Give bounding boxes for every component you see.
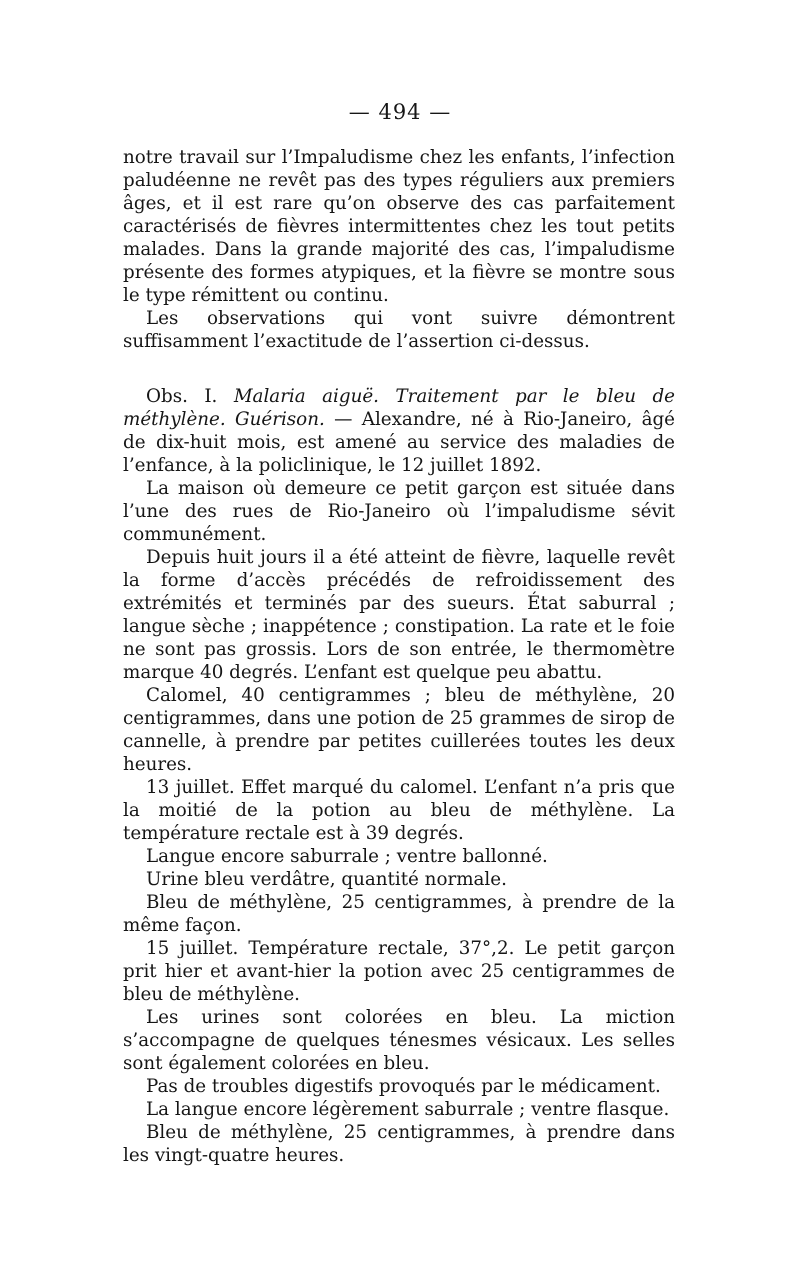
observation-paragraph: Calomel, 40 centigrammes ; bleu de méthylène, 20 centigrammes, dans une potion de 25 grammes de sirop de cannelle, à prendre par petites cuillerées toutes les deux heures.	[123, 685, 675, 775]
observation-paragraph: Langue encore saburrale ; ventre ballonné.	[146, 846, 548, 867]
observation-paragraph: La maison où demeure ce petit garçon est située dans l’une des rues de Rio-Janeiro où l’impaludisme sévit communément.	[123, 478, 675, 545]
observation-paragraph: Depuis huit jours il a été atteint de fièvre, laquelle revêt la forme d’accès précédés de refroidissement des extrémités et terminés par des sueurs. État saburral ; langue sèche ; inappétence ; constipation. La rate et le foie ne sont pas grossis. Lors de son entrée, le thermomètre marque 40 degrés. L’enfant est quelque peu abattu.	[123, 547, 675, 683]
observation-section	[123, 385, 675, 1167]
intro-paragraph: Les observations qui vont suivre démontrent suffisamment l’exactitude de l’assertion ci-dessus.	[123, 308, 675, 352]
observation-title: Malaria aiguë. Traitement par le bleu de méthylène. Guérison.	[123, 386, 676, 430]
observation-paragraph: Pas de troubles digestifs provoqués par le médicament.	[146, 1076, 661, 1097]
observation-paragraph: Les urines sont colorées en bleu. La miction s’accompagne de quelques ténesmes vésicaux. Les selles sont également colorées en bleu.	[123, 1007, 675, 1074]
intro-paragraph: notre travail sur l’Impaludisme chez les enfants, l’infection paludéenne ne revêt pas des types réguliers aux premiers âges, et il est rare qu’on observe des cas parfaitement caractérisés de fièvres intermittentes chez les tout petits malades. Dans la grande majorité des cas, l’impaludisme présente des formes atypiques, et la fièvre se montre sous le type rémittent ou continu.	[123, 147, 675, 306]
observation-paragraph: La langue encore légèrement saburrale ; ventre flasque.	[146, 1099, 670, 1120]
observation-intro-text: — Alexandre, né à Rio-Janeiro, âgé de dix-huit mois, est amené au service des maladies de l’enfance, à la policlinique, le 12 juillet 1892.	[123, 409, 675, 476]
observation-paragraph: Bleu de méthylène, 25 centigrammes, à prendre dans les vingt-quatre heures.	[123, 1122, 675, 1166]
observation-paragraph: Urine bleu verdâtre, quantité normale.	[146, 869, 507, 890]
observation-paragraph: 13 juillet. Effet marqué du calomel. L’enfant n’a pris que la moitié de la potion au bleu de méthylène. La température rectale est à 39 degrés.	[123, 777, 675, 844]
intro-section	[123, 146, 675, 353]
observation-paragraph: 15 juillet. Température rectale, 37°,2. Le petit garçon prit hier et avant-hier la potion avec 25 centigrammes de bleu de méthylène.	[123, 938, 675, 1005]
page-number: — 494 —	[348, 100, 452, 124]
observation-label: Obs. I.	[146, 386, 218, 407]
observation-paragraph: Bleu de méthylène, 25 centigrammes, à prendre de la même façon.	[123, 892, 675, 936]
observation-heading	[123, 385, 675, 477]
